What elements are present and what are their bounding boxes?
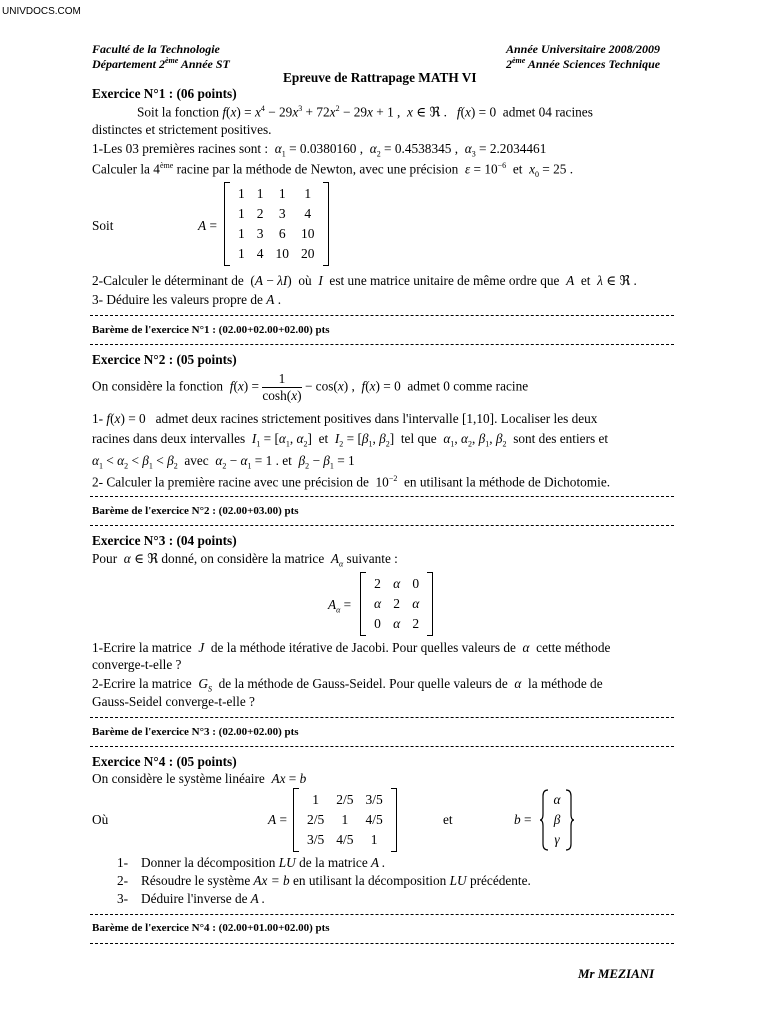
matrix-cell: 1 [256,186,264,201]
matrix-cell: 3/5 [307,832,325,847]
department-label: Département 2ème Année ST [92,56,230,71]
ex2-bareme: Barème de l'exercice N°2 : (02.00+03.00) pts [92,505,299,517]
ex4-item-text: Donner la décomposition [141,855,276,870]
ex1-bareme: Barème de l'exercice N°1 : (02.00+02.00+02.00) pts [92,324,330,336]
ex2-q1-cond: $\alpha_1 < \alpha_2 < \beta_1 < \beta_2$ avec $\alpha_2 - \alpha_1 = 1$ . et $\beta_2 - \beta_1 = 1$ [92,453,355,471]
signature: Mr MEZIANI [578,966,655,981]
matrix-row [232,204,321,224]
matrix-cell: 4/5 [336,832,354,847]
ex4-ou: Où [92,812,109,827]
divider [90,914,674,915]
academic-year: Année Universitaire 2008/2009 [506,42,661,56]
matrix-cell: 1 [304,186,312,201]
matrix-cell: 1 [238,186,245,201]
matrix-row [301,830,389,850]
ex4-title: Exercice N°4 : (05 points) [92,754,237,769]
matrix-cell: 0 [374,616,381,631]
ex3-line1: Pour α ∈ ℜ donné, on considère la matrice $A_\alpha$ suivante : [92,551,398,569]
divider [90,717,674,718]
divider [90,344,674,345]
matrix-row [368,594,425,614]
vector-b-label: b = [514,812,532,827]
matrix-cell: 1 [278,186,286,201]
matrix-cell: 3 [278,206,286,221]
ex4-item [117,855,385,871]
ex2-q1-cont: racines dans deux intervalles $I_1 = [\alpha_1$, $\alpha_2$] et $I_2 = [\beta_1$, $\beta_2$] tel que $\alpha_1$, $\alpha_2$, $\beta_1$, $\beta_2$ sont des entiers et [92,431,609,449]
page-title: Epreuve de Rattrapage MATH VI [283,70,477,85]
ex4-item-math: A . [367,855,386,870]
ex4-item-text: précédente. [469,873,531,888]
ex4-item-number: 3- [117,891,129,906]
divider [90,525,674,526]
ex3-q1-cont: converge-t-elle ? [92,657,182,672]
ex1-title: Exercice N°1 : (06 points) [92,86,237,101]
matrix-cell: 1 [312,792,319,807]
vector-entry: α [553,792,561,807]
ex2-title: Exercice N°2 : (05 points) [92,352,237,367]
ex4-item [117,873,531,889]
ex4-item-text: Déduire l'inverse de [141,891,248,906]
matrix-cell: 2/5 [336,792,354,807]
vector-entry: γ [554,832,560,847]
ex4-bareme: Barème de l'exercice N°4 : (02.00+01.00+02.00) pts [92,922,330,934]
faculty-label: Faculté de la Technologie [92,42,220,56]
ex3-q2: 2-Ecrire la matrice $G_S$ de la méthode de Gauss-Seidel. Pour quelle valeurs de α la méthode de [92,676,603,694]
matrix-a4 [293,788,397,852]
ex4-item-math: LU [446,873,470,888]
ex4-item-text: en utilisant la décomposition [293,873,447,888]
ex3-title: Exercice N°3 : (04 points) [92,533,237,548]
matrix-cell: 2 [412,616,420,631]
watermark: UNIVDOCS.COM [2,6,81,17]
matrix-cell: 1 [238,226,245,241]
ex3-q2-cont: Gauss-Seidel converge-t-elle ? [92,694,255,709]
ex4-line1: On considère le système linéaire Ax = b [92,771,307,786]
matrix-cell: 1 [238,206,245,221]
matrix-row [301,810,389,830]
matrix-cell: 1 [238,246,245,261]
matrix-cell: 10 [275,246,289,261]
matrix-cell: 4 [304,206,312,221]
matrix-cell: 0 [412,576,420,591]
matrix-cell: 20 [301,246,315,261]
ex2-q1: 1- f(x) = 0 admet deux racines strictement positives dans l'intervalle [1,10]. Localiser les deux [92,411,598,426]
ex1-roots: 1-Les 03 premières racines sont : $\alpha_1 = 0.0380160$ , $\alpha_2 = 0.4538345$ , $\alpha_3 = 2.2034461$ [92,141,547,159]
matrix-cell: 2 [393,596,401,611]
matrix-row [301,790,389,810]
matrix-a [224,182,329,266]
matrix-row [232,184,321,204]
divider [90,943,674,944]
matrix-cell: 1 [341,812,349,827]
ex4-item [117,891,265,907]
divider [90,496,674,497]
matrix-a-alpha-label: $A_\alpha$ = [328,597,352,615]
ex1-line1: Soit la fonction $f(x) = x^4 - 29x^3 + 72x^2 - 29x + 1$ , x ∈ ℜ . f(x) = 0 admet 04 racines [137,104,593,120]
ex1-newton: Calculer la 4ème racine par la méthode de Newton, avec une précision $\varepsilon = 10^{-6}$ et $x_0 = 25$ . [92,161,574,180]
ex4-item-number: 1- [117,855,129,870]
matrix-cell: α [393,616,401,631]
ex1-soit: Soit [92,218,114,233]
vector-entry: β [553,812,561,827]
ex2-q2: 2- Calculer la première racine avec une précision de $10^{-2}$ en utilisant la méthode de Dichotomie. [92,474,611,490]
matrix-a4-label: A = [268,812,287,827]
ex4-item-number: 2- [117,873,129,888]
ex2-line1: On considère la fonction f(x) = $\frac{1}{\cosh(x)}$ − cos(x) , f(x) = 0 admet 0 comme racine [92,371,529,403]
matrix-row [368,614,425,634]
ex3-bareme: Barème de l'exercice N°3 : (02.00+02.00) pts [92,726,299,738]
ex4-item-math: Ax = b [250,873,294,888]
matrix-row [232,244,321,264]
matrix-cell: α [374,596,382,611]
matrix-cell: 3 [256,226,264,241]
divider [90,315,674,316]
ex3-q1: 1-Ecrire la matrice J de la méthode itérative de Jacobi. Pour quelles valeurs de α cette méthode [92,640,611,655]
matrix-row [368,574,425,594]
matrix-cell: α [393,576,401,591]
vector-b [540,788,574,852]
matrix-cell: 1 [370,832,378,847]
matrix-cell: 3/5 [365,792,383,807]
matrix-a-label: A = [198,218,217,233]
matrix-cell: 2 [374,576,381,591]
matrix-row [232,224,321,244]
ex4-et: et [443,812,453,827]
ex4-item-text: de la matrice [299,855,368,870]
matrix-cell: 4 [256,246,264,261]
matrix-a-alpha [360,572,433,636]
ex1-q3: 3- Déduire les valeurs propre de A . [92,292,282,307]
ex4-item-text: Résoudre le système [141,873,251,888]
ex1-q2: 2-Calculer le déterminant de (A − λI) où I est une matrice unitaire de même ordre que A et λ ∈ ℜ . [92,273,637,288]
matrix-cell: 6 [278,226,286,241]
ex1-line2: distinctes et strictement positives. [92,122,272,137]
ex4-item-math: A . [247,891,266,906]
matrix-cell: 2 [256,206,264,221]
level-label: 2ème Année Sciences Technique [506,56,661,71]
matrix-cell: 10 [301,226,315,241]
divider [90,746,674,747]
ex4-item-math: LU [275,855,300,870]
matrix-cell: 2/5 [307,812,325,827]
matrix-cell: α [412,596,420,611]
matrix-cell: 4/5 [365,812,383,827]
